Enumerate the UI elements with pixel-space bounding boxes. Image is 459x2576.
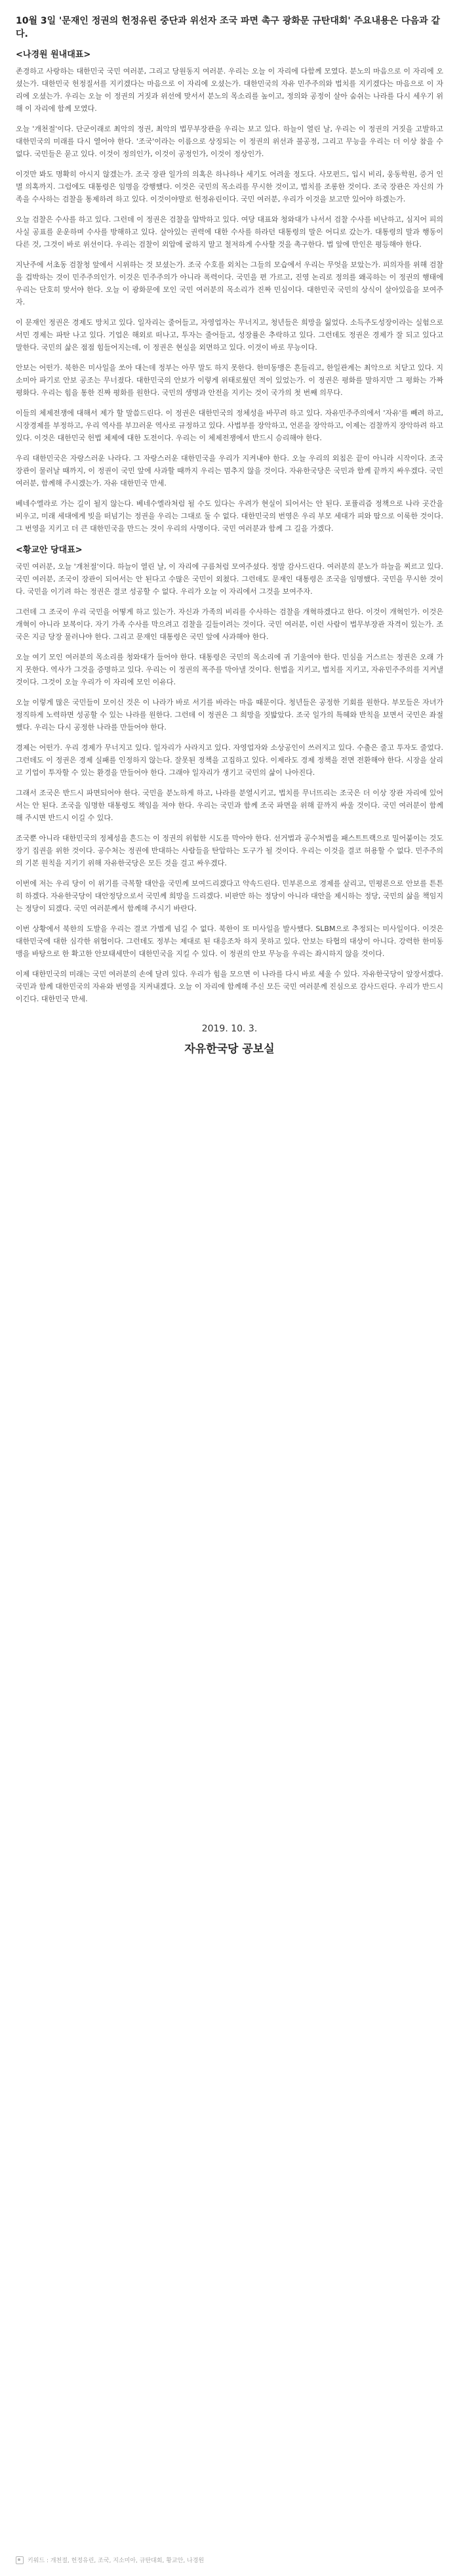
section-hwang-kyoahn (16, 543, 443, 1005)
paragraph: 이들의 체제전쟁에 대해서 제가 할 말씀드린다. 이 정권은 대한민국의 정체성을 바꾸려 하고 있다. 자유민주주의에서 '자유'를 빼려 하고, 시장경제를 부정하고, 우리 역사를 부끄러운 역사로 규정하고 있다. 사법부를 장악하고, 언론을 장악하고, 이제는 검찰까지 장악하려 하고 있다. 이것은 대한민국 헌법 체제에 대한 도전이다. 우리는 이 체제전쟁에서 반드시 승리해야 한다. (16, 409, 443, 442)
paragraph: 존경하고 사랑하는 대한민국 국민 여러분, 그리고 당원동지 여러분. 우리는 오늘 이 자리에 다함께 모였다. 분노의 마음으로 이 자리에 오셨는가. 대한민국 헌정질서를 지키겠다는 마음으로 이 자리에 오셨는가. 대한민국의 자유 민주주의와 법치를 지키겠다는 마음으로 이 자리에 오셨는가. 우리는 오늘 이 정권의 거짓과 위선에 맞서서 분노의 목소리를 높이고, 정의와 공정이 살아 숨쉬는 나라를 다시 세우기 위해 이 자리에 함께 모였다. (16, 67, 443, 113)
paragraph: 이번 상황에서 북한의 도발을 우리는 결코 가볍게 넘길 수 없다. 북한이 또 미사일을 발사했다. SLBM으로 추정되는 미사일이다. 이것은 대한민국에 대한 심각한 위협이다. 그런데도 정부는 제대로 된 대응조차 하지 못하고 있다. 안보는 타협의 대상이 아니다. 강력한 한미동맹을 바탕으로 한 확고한 안보태세만이 대한민국을 지킬 수 있다. 이 정권의 안보 무능을 우리는 좌시하지 않을 것이다. (16, 924, 443, 958)
paragraph: 우리 대한민국은 자랑스러운 나라다. 그 자랑스러운 대한민국을 우리가 지켜내야 한다. 오늘 우리의 외침은 끝이 아니라 시작이다. 조국 장관이 물러날 때까지, 이 정권이 국민 앞에 사과할 때까지 우리는 멈추지 않을 것이다. 자유한국당은 국민과 함께 끝까지 싸우겠다. 국민 여러분, 함께해 주시겠는가. 자유 대한민국 만세. (16, 454, 443, 488)
keyword-list[interactable]: 키워드 : 개천절, 헌정유린, 조국, 지소미아, 규탄대회, 황교안, 나경원 (28, 2558, 205, 2564)
paragraph: 베네수엘라로 가는 길이 될지 않는다. 베네수엘라처럼 될 수도 있다는 우려가 현실이 되어서는 안 된다. 포퓰리즘 정책으로 나라 곳간을 비우고, 미래 세대에게 빚을 떠넘기는 정권을 우리는 그대로 둘 수 없다. 대한민국의 번영은 우리 부모 세대가 피와 땀으로 이룩한 것이다. 그 번영을 지키고 더 큰 대한민국을 만드는 것이 우리의 사명이다. 국민 여러분과 함께 그 길을 가겠다. (16, 499, 443, 533)
paragraph: 안보는 어떤가. 북한은 미사일을 쏘아 대는데 정부는 아무 말도 하지 못한다. 한미동맹은 흔들리고, 한일관계는 최악으로 치닫고 있다. 지소미아 파기로 안보 공조는 무너졌다. 대한민국의 안보가 이렇게 위태로웠던 적이 있었는가. 이 정권은 평화를 말하지만 그 평화는 가짜 평화다. 우리는 힘을 통한 진짜 평화를 원한다. 국민의 생명과 안전을 지키는 것이 국가의 첫 번째 의무다. (16, 364, 443, 397)
paragraph: 이번에 저는 우리 당이 이 위기를 극복할 대안을 국민께 보여드리겠다고 약속드린다. 민부론으로 경제를 살리고, 민평론으로 안보를 튼튼히 하겠다. 자유한국당이 대안정당으로서 국민께 희망을 드리겠다. 비판만 하는 정당이 아니라 대안을 제시하는 정당, 국민의 삶을 책임지는 정당이 되겠다. 국민 여러분께서 함께해 주시기 바란다. (16, 879, 443, 913)
paragraph: 조국뿐 아니라 대한민국의 정체성을 흔드는 이 정권의 위험한 시도를 막아야 한다. 선거법과 공수처법을 패스트트랙으로 밀어붙이는 것도 장기 집권을 위한 것이다. 공수처는 정권에 반대하는 사람들을 탄압하는 도구가 될 것이다. 우리는 이것을 결코 허용할 수 없다. 민주주의의 기본 원칙을 지키기 위해 자유한국당은 모든 것을 걸고 싸우겠다. (16, 834, 443, 867)
paragraph: 이제 대한민국의 미래는 국민 여러분의 손에 달려 있다. 우리가 힘을 모으면 이 나라를 다시 바로 세울 수 있다. 자유한국당이 앞장서겠다. 국민과 함께 대한민국의 자유와 번영을 지켜내겠다. 오늘 이 자리에 함께해 주신 모든 국민 여러분께 진심으로 감사드린다. 우리가 반드시 이긴다. 대한민국 만세. (16, 970, 443, 1003)
paragraph: 오늘 이렇게 많은 국민들이 모이신 것은 이 나라가 바로 서기를 바라는 마음 때문이다. 청년들은 공정한 기회를 원한다. 부모들은 자녀가 정직하게 노력하면 성공할 수 있는 나라를 원한다. 그런데 이 정권은 그 희망을 짓밟았다. 조국 일가의 특혜와 반칙을 보면서 국민은 좌절했다. 우리는 다시 공정한 나라를 만들어야 한다. (16, 698, 443, 732)
release-date: 2019. 10. 3. (201, 1024, 258, 1034)
paragraph: 그래서 조국은 반드시 파면되어야 한다. 국민을 분노하게 하고, 나라를 분열시키고, 법치를 무너뜨리는 조국은 더 이상 장관 자리에 있어서는 안 된다. 조국을 임명한 대통령도 책임을 져야 한다. 우리는 국민과 함께 조국 파면을 위해 끝까지 싸울 것이다. 국민 여러분이 함께해 주시면 반드시 이길 수 있다. (16, 789, 443, 822)
document-headline: 10월 3일 '문재인 정권의 헌정유린 중단과 위선자 조국 파면 촉구 광화문 규탄대회' 주요내용은 다음과 같다. (16, 16, 440, 39)
paragraph: 오늘 검찰은 수사를 하고 있다. 그런데 이 정권은 검찰을 압박하고 있다. 여당 대표와 청와대가 나서서 검찰 수사를 비난하고, 심지어 피의사실 공표를 운운하며 수사를 방해하고 있다. 살아있는 권력에 대한 수사를 하라던 대통령의 말은 어디로 갔는가. 대통령의 말과 행동이 다른 것, 그것이 바로 위선이다. 우리는 검찰이 외압에 굴하지 말고 철저하게 수사할 것을 촉구한다. 법 앞에 만인은 평등해야 한다. (16, 215, 443, 249)
signature-block (16, 1024, 443, 1056)
paragraph: 지난주에 서초동 검찰청 앞에서 시위하는 것 보셨는가. 조국 수호를 외치는 그들의 모습에서 우리는 무엇을 보았는가. 피의자를 위해 검찰을 겁박하는 것이 민주주의인가. 이것은 민주주의가 아니라 폭력이다. 국민을 편 가르고, 진영 논리로 정의를 왜곡하는 이 정권의 행태에 우리는 단호히 맞서야 한다. 오늘 이 광화문에 모인 국민 여러분의 목소리가 진짜 민심이다. 대한민국 국민의 상식이 살아있음을 보여주자. (16, 260, 443, 306)
paragraph: 경제는 어떤가. 우리 경제가 무너지고 있다. 일자리가 사라지고 있다. 자영업자와 소상공인이 쓰러지고 있다. 수출은 줄고 투자도 줄었다. 그런데도 이 정권은 경제 실패를 인정하지 않는다. 잘못된 정책을 고집하고 있다. 이제라도 경제 정책을 전면 전환해야 한다. 시장을 살리고 기업이 투자할 수 있는 환경을 만들어야 한다. 그래야 일자리가 생기고 국민의 삶이 나아진다. (16, 743, 443, 777)
section-title: <나경원 원내대표> (16, 50, 91, 60)
paragraph: 오늘 '개천절'이다. 단군이래로 최악의 정권, 최악의 법무부장관을 우리는 보고 있다. 하늘이 열린 날, 우리는 이 정권의 거짓을 고발하고 대한민국의 미래를 다시 열어야 한다. '조국'이라는 이름으로 상징되는 이 정권의 위선과 불공정, 그리고 무능을 우리는 더 이상 참을 수 없다. 국민들은 묻고 있다. 이것이 정의인가, 이것이 공정인가, 이것이 정상인가. (16, 125, 443, 158)
paragraph: 이 문재인 정권은 경제도 망치고 있다. 일자리는 줄어들고, 자영업자는 무너지고, 청년들은 희망을 잃었다. 소득주도성장이라는 실험으로 서민 경제는 파탄 나고 있다. 기업은 해외로 떠나고, 투자는 줄어들고, 성장률은 추락하고 있다. 그런데도 정권은 경제가 잘 되고 있다고 말한다. 국민의 삶은 점점 힘들어지는데, 이 정권은 현실을 외면하고 있다. 이것이 바로 무능이다. (16, 318, 443, 352)
section-title: <황교안 당대표> (16, 545, 83, 555)
section-na-kyungwon (16, 47, 443, 535)
keyword-tags (16, 2556, 204, 2564)
tag-icon (16, 2556, 24, 2564)
paragraph: 이것만 봐도 명확히 아시지 않겠는가. 조국 장관 일가의 의혹은 하나하나 세기도 어려울 정도다. 사모펀드, 입시 비리, 웅동학원, 증거 인멸 의혹까지. 그럼에도 대통령은 임명을 강행했다. 이것은 국민의 목소리를 무시한 것이고, 법치를 조롱한 것이다. 조국 장관은 자신의 가족을 수사하는 검찰을 통제하려 하고 있다. 이것이야말로 헌정유린이다. 국민 여러분, 우리가 이것을 보고만 있어야 하겠는가. (16, 170, 443, 203)
paragraph: 국민 여러분, 오늘 '개천절'이다. 하늘이 열린 날, 이 자리에 구름처럼 모여주셨다. 정말 감사드린다. 여러분의 분노가 하늘을 찌르고 있다. 국민 여러분, 조국이 장관이 되어서는 안 된다고 수많은 국민이 외쳤다. 그런데도 문재인 대통령은 조국을 임명했다. 국민을 무시한 것이다. 국민을 이기려 하는 정권은 결코 성공할 수 없다. 우리가 오늘 이 자리에서 그것을 보여주자. (16, 562, 443, 596)
paragraph: 그런데 그 조국이 우리 국민을 어떻게 하고 있는가. 자신과 가족의 비리를 수사하는 검찰을 개혁하겠다고 한다. 이것이 개혁인가. 이것은 개혁이 아니라 보복이다. 자기 가족 수사를 막으려고 검찰을 길들이려는 것이다. 국민 여러분, 이런 사람이 법무부장관 자격이 있는가. 조국은 지금 당장 물러나야 한다. 그리고 문재인 대통령은 국민 앞에 사과해야 한다. (16, 608, 443, 641)
paragraph: 오늘 여기 모인 여러분의 목소리를 청와대가 들어야 한다. 대통령은 국민의 목소리에 귀 기울여야 한다. 민심을 거스르는 정권은 오래 가지 못한다. 역사가 그것을 증명하고 있다. 우리는 이 정권의 폭주를 막아낼 것이다. 헌법을 지키고, 법치를 지키고, 자유민주주의를 지켜낼 것이다. 그것이 오늘 우리가 이 자리에 모인 이유다. (16, 653, 443, 686)
organization-name: 자유한국당 공보실 (184, 1043, 275, 1056)
